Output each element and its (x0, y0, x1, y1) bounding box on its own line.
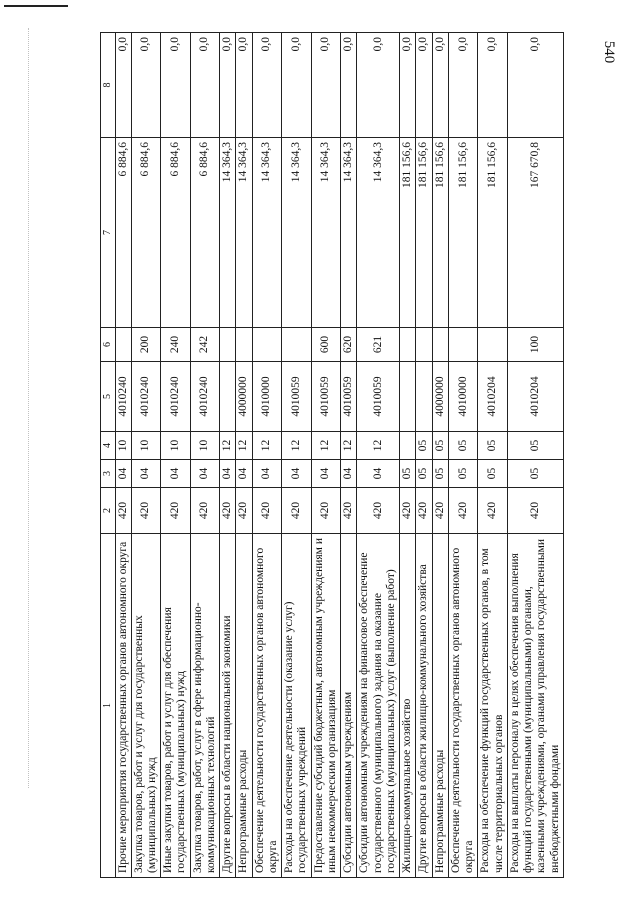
row-c5-cell: 4010240 (161, 362, 190, 432)
row-c4-cell: 10 (115, 432, 131, 460)
row-c4-cell: 12 (341, 432, 357, 460)
table-row (282, 33, 311, 878)
row-c4-cell: 05 (448, 432, 477, 460)
row-name-cell: Расходы на обеспечение деятельности (оказание услуг) государственных учреждений (282, 534, 311, 878)
row-name-cell: Иные закупки товаров, работ и услуг для обеспечения государственных (муниципальных) нужд (161, 534, 190, 878)
row-c8-cell: 0,0 (252, 33, 281, 138)
row-c6-cell: 620 (341, 328, 357, 362)
row-c5-cell: 4010204 (507, 362, 563, 432)
row-c7-cell: 6 884,6 (190, 138, 219, 328)
row-c5-cell (220, 362, 236, 432)
budget-table-container (100, 33, 564, 878)
table-row (220, 33, 236, 878)
row-c3-cell: 04 (161, 460, 190, 488)
row-c5-cell: 4010000 (252, 362, 281, 432)
table-row (115, 33, 131, 878)
row-c4-cell: 12 (236, 432, 252, 460)
table-row (357, 33, 400, 878)
row-c8-cell: 0,0 (220, 33, 236, 138)
row-c2-cell: 420 (341, 488, 357, 534)
row-c7-cell: 14 364,3 (252, 138, 281, 328)
row-c6-cell: 200 (131, 328, 160, 362)
row-c2-cell: 420 (311, 488, 340, 534)
row-c8-cell: 0,0 (115, 33, 131, 138)
row-c2-cell: 420 (236, 488, 252, 534)
row-c6-cell (478, 328, 507, 362)
row-c5-cell: 4010059 (357, 362, 400, 432)
row-c2-cell: 420 (190, 488, 219, 534)
row-c8-cell: 0,0 (357, 33, 400, 138)
header-row (101, 33, 116, 878)
row-c6-cell: 242 (190, 328, 219, 362)
row-c3-cell: 05 (432, 460, 448, 488)
row-c2-cell: 420 (507, 488, 563, 534)
row-c2-cell: 420 (131, 488, 160, 534)
row-c4-cell: 12 (252, 432, 281, 460)
row-c6-cell (252, 328, 281, 362)
row-c8-cell: 0,0 (507, 33, 563, 138)
table-row (448, 33, 477, 878)
row-c3-cell: 05 (478, 460, 507, 488)
row-c2-cell: 420 (220, 488, 236, 534)
row-c7-cell: 14 364,3 (220, 138, 236, 328)
col-header: 7 (101, 138, 116, 328)
row-name-cell: Жилищно-коммунальное хозяйство (400, 534, 416, 878)
row-c7-cell: 6 884,6 (161, 138, 190, 328)
row-c8-cell: 0,0 (236, 33, 252, 138)
row-c8-cell: 0,0 (448, 33, 477, 138)
row-c2-cell: 420 (115, 488, 131, 534)
row-c4-cell: 05 (478, 432, 507, 460)
table-row (161, 33, 190, 878)
table-row (131, 33, 160, 878)
row-name-cell: Закупка товаров, работ и услуг для государственных (муниципальных) нужд (131, 534, 160, 878)
row-c5-cell: 4010204 (478, 362, 507, 432)
col-header: 1 (101, 534, 116, 878)
row-c5-cell: 4000000 (432, 362, 448, 432)
row-name-cell: Обеспечение деятельности государственных органов автономного округа (448, 534, 477, 878)
row-c3-cell: 04 (131, 460, 160, 488)
row-c8-cell: 0,0 (416, 33, 432, 138)
row-c3-cell: 05 (400, 460, 416, 488)
row-c3-cell: 04 (357, 460, 400, 488)
row-c6-cell (115, 328, 131, 362)
row-name-cell: Непрограммные расходы (236, 534, 252, 878)
row-c4-cell: 10 (131, 432, 160, 460)
col-header: 3 (101, 460, 116, 488)
row-c6-cell: 240 (161, 328, 190, 362)
table-row (478, 33, 507, 878)
row-c7-cell: 6 884,6 (131, 138, 160, 328)
row-c3-cell: 04 (252, 460, 281, 488)
row-c5-cell: 4010059 (341, 362, 357, 432)
row-c3-cell: 05 (448, 460, 477, 488)
row-c7-cell: 14 364,3 (282, 138, 311, 328)
row-c3-cell: 04 (341, 460, 357, 488)
row-c8-cell: 0,0 (478, 33, 507, 138)
table-row (190, 33, 219, 878)
col-header: 4 (101, 432, 116, 460)
row-c4-cell: 10 (190, 432, 219, 460)
row-c6-cell: 100 (507, 328, 563, 362)
row-c7-cell: 181 156,6 (448, 138, 477, 328)
row-c5-cell: 4000000 (236, 362, 252, 432)
row-c3-cell: 04 (115, 460, 131, 488)
row-c4-cell: 05 (432, 432, 448, 460)
table-row (236, 33, 252, 878)
row-c6-cell (416, 328, 432, 362)
row-c6-cell (236, 328, 252, 362)
row-c7-cell: 181 156,6 (478, 138, 507, 328)
row-c8-cell: 0,0 (131, 33, 160, 138)
row-c4-cell: 12 (220, 432, 236, 460)
row-c8-cell: 0,0 (161, 33, 190, 138)
col-header: 5 (101, 362, 116, 432)
row-name-cell: Субсидии автономным учреждениям (341, 534, 357, 878)
row-name-cell: Другие вопросы в области жилищно-коммунального хозяйства (416, 534, 432, 878)
row-c7-cell: 14 364,3 (357, 138, 400, 328)
row-c7-cell: 167 670,8 (507, 138, 563, 328)
row-c6-cell: 600 (311, 328, 340, 362)
row-c2-cell: 420 (448, 488, 477, 534)
scan-edge-dots (28, 28, 31, 788)
row-c6-cell (220, 328, 236, 362)
row-c8-cell: 0,0 (400, 33, 416, 138)
table-row (507, 33, 563, 878)
row-c2-cell: 420 (282, 488, 311, 534)
row-c8-cell: 0,0 (432, 33, 448, 138)
row-c3-cell: 04 (190, 460, 219, 488)
row-c5-cell: 4010240 (131, 362, 160, 432)
row-name-cell: Субсидии автономным учреждениям на финансовое обеспечение государственного (муниципального) задания на оказание государственных (муниципальных) услуг (выполнение работ) (357, 534, 400, 878)
row-c2-cell: 420 (400, 488, 416, 534)
row-c3-cell: 04 (236, 460, 252, 488)
row-c2-cell: 420 (478, 488, 507, 534)
row-name-cell: Обеспечение деятельности государственных органов автономного округа (252, 534, 281, 878)
table-row (400, 33, 416, 878)
row-c7-cell: 181 156,6 (416, 138, 432, 328)
row-c5-cell: 4010000 (448, 362, 477, 432)
col-header: 8 (101, 33, 116, 138)
row-c8-cell: 0,0 (190, 33, 219, 138)
row-c4-cell: 05 (416, 432, 432, 460)
row-name-cell: Непрограммные расходы (432, 534, 448, 878)
top-rule (4, 5, 68, 7)
row-c4-cell: 12 (311, 432, 340, 460)
table-row (252, 33, 281, 878)
row-c5-cell: 4010059 (282, 362, 311, 432)
row-name-cell: Прочие мероприятия государственных органов автономного округа (115, 534, 131, 878)
row-c5-cell: 4010059 (311, 362, 340, 432)
col-header: 2 (101, 488, 116, 534)
page-number: 540 (601, 40, 617, 64)
row-c6-cell (448, 328, 477, 362)
col-header: 6 (101, 328, 116, 362)
row-c2-cell: 420 (357, 488, 400, 534)
row-c5-cell (416, 362, 432, 432)
row-name-cell: Расходы на обеспечение функций государственных органов, в том числе территориальных органов (478, 534, 507, 878)
row-name-cell: Предоставление субсидий бюджетным, автономным учреждениям и иным некоммерческим организациям (311, 534, 340, 878)
row-c8-cell: 0,0 (311, 33, 340, 138)
row-c2-cell: 420 (252, 488, 281, 534)
table-row (416, 33, 432, 878)
row-c8-cell: 0,0 (282, 33, 311, 138)
row-c5-cell: 4010240 (115, 362, 131, 432)
row-c4-cell: 12 (357, 432, 400, 460)
row-c3-cell: 04 (220, 460, 236, 488)
row-c2-cell: 420 (432, 488, 448, 534)
row-name-cell: Другие вопросы в области национальной экономики (220, 534, 236, 878)
row-c7-cell: 14 364,3 (236, 138, 252, 328)
row-c4-cell: 12 (282, 432, 311, 460)
row-c2-cell: 420 (416, 488, 432, 534)
row-c3-cell: 04 (282, 460, 311, 488)
row-c6-cell (400, 328, 416, 362)
row-c7-cell: 181 156,6 (400, 138, 416, 328)
row-c3-cell: 05 (416, 460, 432, 488)
row-c3-cell: 05 (507, 460, 563, 488)
table-row (341, 33, 357, 878)
row-c3-cell: 04 (311, 460, 340, 488)
table-row (311, 33, 340, 878)
row-c5-cell (400, 362, 416, 432)
row-c6-cell (282, 328, 311, 362)
row-c6-cell: 621 (357, 328, 400, 362)
row-c4-cell (400, 432, 416, 460)
row-c2-cell: 420 (161, 488, 190, 534)
table-row (432, 33, 448, 878)
row-c4-cell: 05 (507, 432, 563, 460)
row-c5-cell: 4010240 (190, 362, 219, 432)
row-c8-cell: 0,0 (341, 33, 357, 138)
row-name-cell: Расходы на выплаты персоналу в целях обеспечения выполнения функций государственными (муниципальными) органами, казенными учреждениями, органами управления государственными внебюджетными фондами (507, 534, 563, 878)
row-c7-cell: 14 364,3 (311, 138, 340, 328)
row-c7-cell: 181 156,6 (432, 138, 448, 328)
row-c6-cell (432, 328, 448, 362)
row-c7-cell: 14 364,3 (341, 138, 357, 328)
row-c4-cell: 10 (161, 432, 190, 460)
budget-table (100, 32, 564, 878)
row-c7-cell: 6 884,6 (115, 138, 131, 328)
row-name-cell: Закупка товаров, работ, услуг в сфере информационно-коммуникационных технологий (190, 534, 219, 878)
